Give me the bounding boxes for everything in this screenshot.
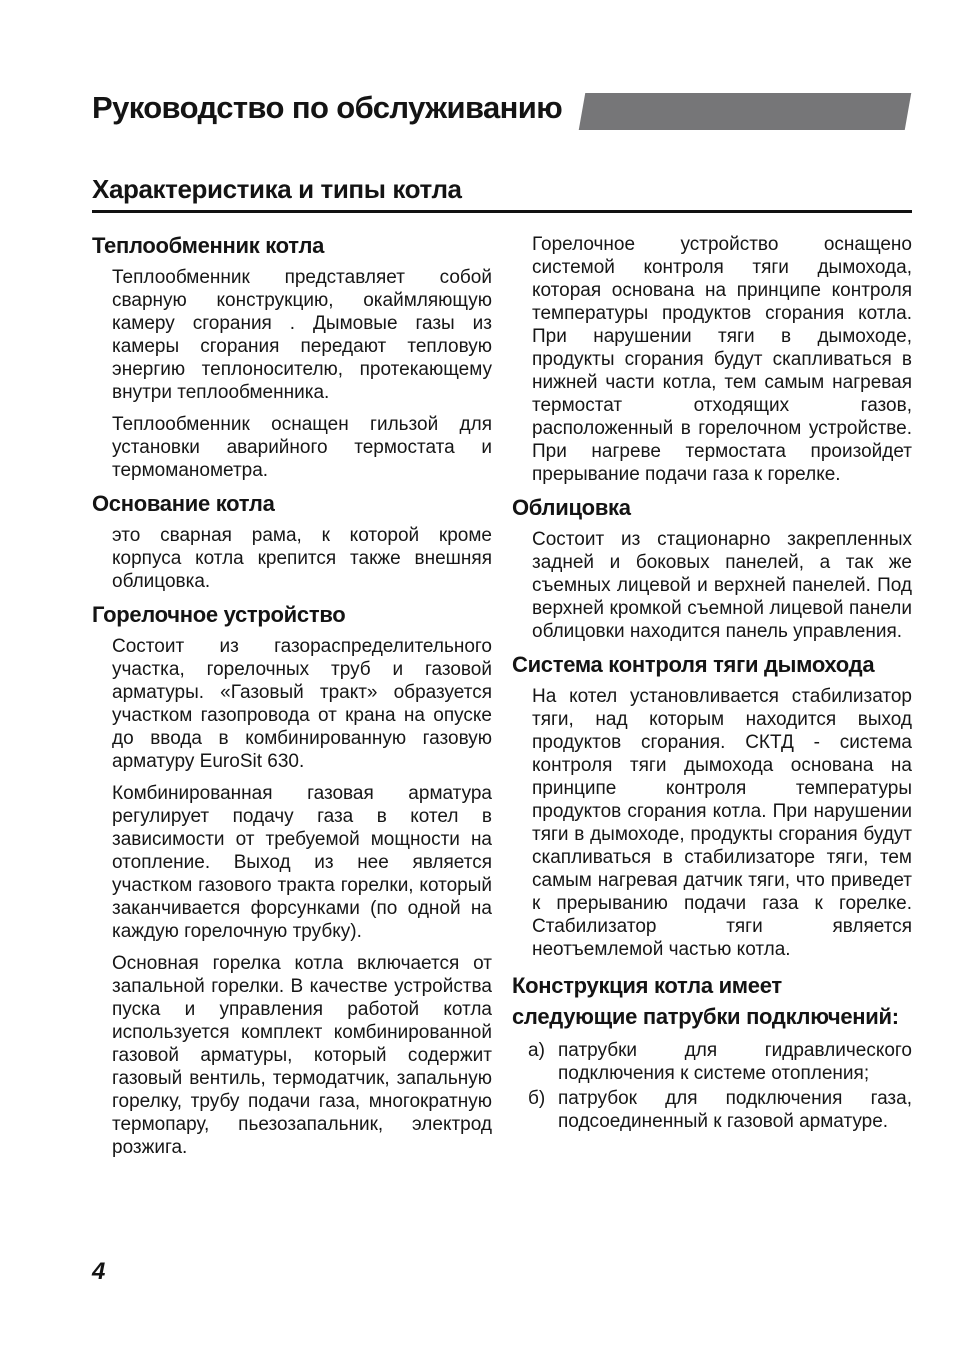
paragraph: Теплообменник оснащен гильзой для установки аварийного термостата и термоманометра. (112, 414, 492, 481)
right-column (512, 233, 912, 1168)
section-divider-rule (92, 210, 912, 213)
paragraph: Теплообменник представляет собой сварную конструкцию, окаймляющую камеру сгорания . Дымовые газы из камеры сгорания передают тепловую энергию теплоносителю, протекающему внутри теплообменника. (112, 267, 492, 403)
two-column-layout (92, 233, 912, 1168)
paragraph: Комбинированная газовая арматура регулирует подачу газа в котел в зависимости от требуемой мощности на отопление. Выход из нее является участком газового тракта горелки, который заканчивается форсунками (по одной на каждую горелочную трубку). (112, 783, 492, 942)
list-item (528, 1039, 912, 1085)
paragraph: На котел установливается стабилизатор тяги, над которым находится выход продуктов сгорания. СКТД - система контроля тяги дымохода основана на принципе контроля температуры продуктов сгорания котла. При нарушении тяги в дымоходе, продукты сгорания будут скапливаться в стабилизаторе тяги, тем самым нагревая датчик тяги, что приведет к прерыванию подачи газа к горелке. Стабилизатор тяги является неотъемлемой частью котла. (532, 686, 912, 960)
section-title: Характеристика и типы котла (92, 174, 462, 204)
left-column (92, 233, 492, 1168)
list-marker: а) (528, 1040, 545, 1061)
page-number: 4 (92, 1258, 106, 1285)
paragraph: Основная горелка котла включается от запальной горелки. В качестве устройства пуска и управления работой котла используется комплект комбинированной газовой арматуры, который содержит газовый вентиль, термодатчик, запальную горелку, трубу подачи газа, многократную термопару, пьезозапальник, электрод розжига. (112, 953, 492, 1158)
paragraph: Состоит из стационарно закрепленных задней и боковых панелей, а так же съемных лицевой и верхней панелей. Под верхней кромкой съемной лицевой панели облицовки находится панель управления. (532, 529, 912, 642)
doc-title: Руководство по обслуживанию (92, 90, 563, 125)
list-item (528, 1087, 912, 1133)
list-marker: б) (528, 1088, 546, 1109)
paragraph: Горелочное устройство оснащено системой контроля тяги дымохода, которая основана на принципе контроля температуры продуктов сгорания котла. При нарушении тяги в дымоходе, продукты сгорания будут скапливаться в нижней части котла, тем самым нагревая термостат отходящих газов, расположенный в горелочном устройстве. При нагреве термостата произойдет прерывание подачи газа к горелке. (532, 234, 912, 485)
header-accent-bar (579, 93, 912, 130)
heading-casing: Облицовка (512, 495, 631, 520)
list-item-text: патрубки для гидравлического подключения к системе отопления; (558, 1040, 912, 1084)
doc-header (92, 90, 912, 130)
heading-boiler-base: Основание котла (92, 491, 275, 516)
paragraph: это сварная рама, к которой кроме корпуса котла крепится также внешняя облицовка. (112, 525, 492, 592)
paragraph: Состоит из газораспределительного участка, горелочных труб и газовой арматуры. «Газовый тракт» образуется участком газопровода от крана на опуске до ввода в комбинированную газовую арматуру EuroSit 630. (112, 636, 492, 772)
heading-connection-pipes: Конструкция котла имеет следующие патрубки подключений: (512, 973, 899, 1029)
list-item-text: патрубок для подключения газа, подсоединенный к газовой арматуре. (558, 1088, 912, 1132)
heading-burner-device: Горелочное устройство (92, 602, 346, 627)
heading-draft-control-system: Система контроля тяги дымохода (512, 652, 875, 677)
heading-heat-exchanger: Теплообменник котла (92, 233, 325, 258)
